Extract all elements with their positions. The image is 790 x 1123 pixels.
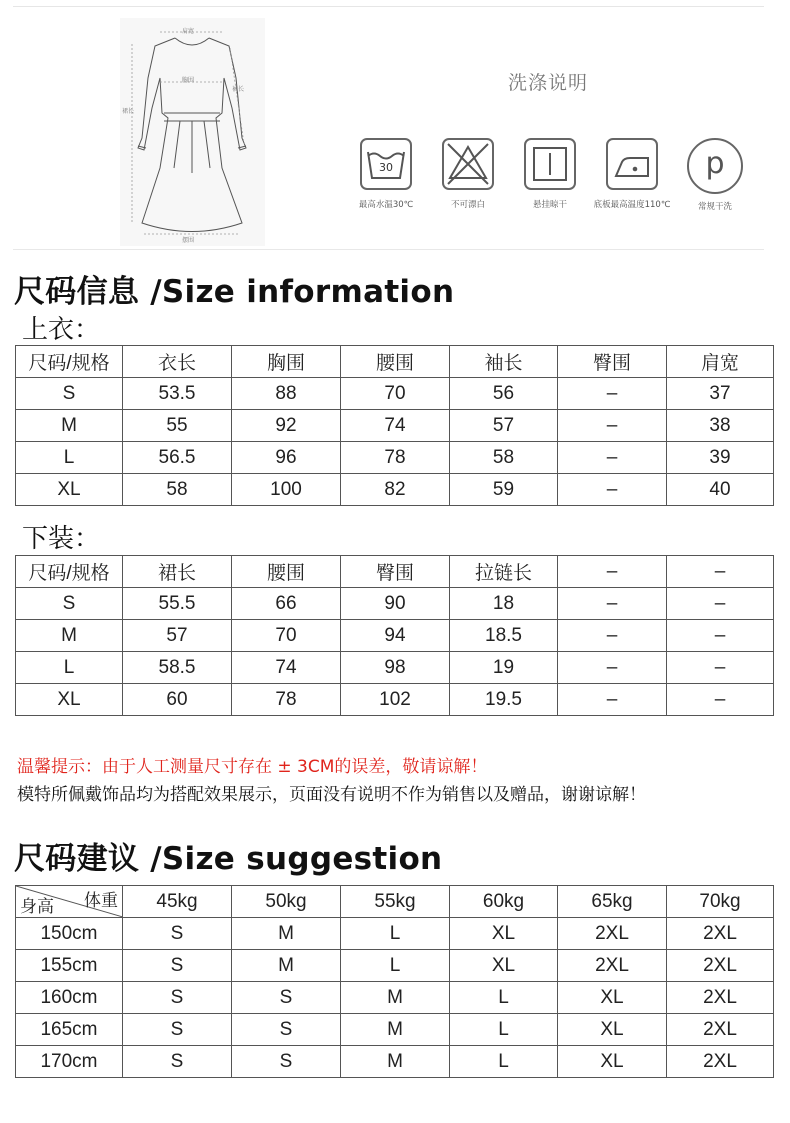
table-cell: S (232, 1014, 341, 1046)
sketch-label-sleeve: 袖长 (232, 86, 245, 93)
table-cell: 19.5 (450, 684, 558, 716)
table-cell: 70 (341, 378, 450, 410)
table-cell: – (558, 620, 667, 652)
header-cell: 肩宽 (667, 346, 774, 378)
care-label-dryclean: 常规干洗 (697, 202, 732, 212)
header-cell: 胸围 (232, 346, 341, 378)
table-cell: 74 (341, 410, 450, 442)
sketch-label-chest: 胸围 (182, 77, 195, 84)
table-cell: 90 (341, 588, 450, 620)
top-size-table (15, 345, 774, 506)
bottom-size-table (15, 555, 774, 716)
table-cell: 2XL (667, 918, 774, 950)
table-row (16, 620, 774, 652)
table-cell: 70 (232, 620, 341, 652)
table-cell: 58 (123, 474, 232, 506)
table-cell: M (16, 620, 123, 652)
table-cell: 102 (341, 684, 450, 716)
table-cell: – (558, 652, 667, 684)
table-cell: M (16, 410, 123, 442)
table-cell: 92 (232, 410, 341, 442)
table-row (16, 1014, 774, 1046)
care-label-bleach: 不可漂白 (450, 200, 485, 210)
product-care-banner (0, 10, 790, 248)
table-cell: 160cm (16, 982, 123, 1014)
table-cell: 19 (450, 652, 558, 684)
table-header-row (16, 886, 774, 918)
header-cell: 尺码/规格 (16, 346, 123, 378)
size-suggestion-table (15, 885, 774, 1078)
header-cell: 腰围 (341, 346, 450, 378)
iron-icon (606, 138, 658, 190)
table-row (16, 588, 774, 620)
care-no-bleach (421, 138, 515, 210)
table-cell: 57 (123, 620, 232, 652)
top-garment-heading: 上衣： (22, 315, 101, 345)
table-row (16, 918, 774, 950)
table-cell: 170cm (16, 1046, 123, 1078)
table-cell: 155cm (16, 950, 123, 982)
table-cell: 60 (123, 684, 232, 716)
table-header-row (16, 556, 774, 588)
table-header-row (16, 346, 774, 378)
svg-text:30: 30 (379, 161, 393, 174)
table-cell: L (450, 1046, 558, 1078)
table-cell: S (232, 982, 341, 1014)
table-cell: L (450, 982, 558, 1014)
care-label-iron: 底板最高温度110℃ (593, 200, 671, 210)
table-cell: XL (558, 1046, 667, 1078)
header-cell: 65kg (558, 886, 667, 918)
table-cell: 2XL (667, 1046, 774, 1078)
sketch-label-shoulder: 肩宽 (182, 28, 195, 35)
table-cell: XL (558, 1014, 667, 1046)
table-row (16, 442, 774, 474)
table-cell: 38 (667, 410, 774, 442)
care-label-wash: 最高水温30℃ (358, 200, 414, 210)
table-row (16, 684, 774, 716)
wash-instructions-title: 洗涤说明 (507, 72, 588, 94)
header-cell: 臀围 (341, 556, 450, 588)
table-cell: S (123, 1046, 232, 1078)
table-cell: 78 (232, 684, 341, 716)
table-cell: – (558, 410, 667, 442)
care-iron (585, 138, 679, 210)
table-cell: 2XL (667, 950, 774, 982)
table-row (16, 982, 774, 1014)
table-cell: 94 (341, 620, 450, 652)
hang-dry-icon (524, 138, 576, 190)
table-cell: 88 (232, 378, 341, 410)
care-hang-dry (503, 138, 597, 210)
accessories-disclaimer-note: 模特所佩戴饰品均为搭配效果展示，页面没有说明不作为销售以及赠品，谢谢谅解！ (17, 785, 646, 805)
table-cell: XL (450, 918, 558, 950)
table-cell: – (558, 378, 667, 410)
weight-axis-label: 体重 (84, 891, 118, 910)
table-cell: 56.5 (123, 442, 232, 474)
table-cell: – (667, 652, 774, 684)
header-cell: 拉链长 (450, 556, 558, 588)
table-cell: 59 (450, 474, 558, 506)
header-cell: 裙长 (123, 556, 232, 588)
table-cell: 53.5 (123, 378, 232, 410)
table-cell: 55.5 (123, 588, 232, 620)
table-cell: – (558, 442, 667, 474)
header-cell: 50kg (232, 886, 341, 918)
table-cell: S (123, 982, 232, 1014)
height-weight-corner-cell (16, 886, 123, 918)
header-cell: 55kg (341, 886, 450, 918)
table-cell: L (341, 918, 450, 950)
table-cell: 98 (341, 652, 450, 684)
table-row (16, 410, 774, 442)
table-cell: XL (558, 982, 667, 1014)
table-cell: L (16, 442, 123, 474)
care-dry-clean (668, 138, 762, 212)
table-row (16, 378, 774, 410)
table-cell: M (341, 1014, 450, 1046)
measurement-warning-note: 温馨提示：由于人工测量尺寸存在 ± 3CM的误差，敬请谅解！ (17, 757, 488, 777)
hero-divider (13, 249, 764, 250)
table-cell: 56 (450, 378, 558, 410)
table-cell: L (450, 1014, 558, 1046)
header-cell: 70kg (667, 886, 774, 918)
table-cell: – (667, 588, 774, 620)
table-cell: S (123, 950, 232, 982)
table-cell: 165cm (16, 1014, 123, 1046)
header-cell: 臀围 (558, 346, 667, 378)
table-cell: 82 (341, 474, 450, 506)
table-cell: 18.5 (450, 620, 558, 652)
table-cell: S (232, 1046, 341, 1078)
header-cell: – (558, 556, 667, 588)
table-cell: 78 (341, 442, 450, 474)
table-cell: – (667, 620, 774, 652)
table-cell: S (16, 588, 123, 620)
size-info-heading: 尺码信息 /Size information (14, 274, 455, 310)
care-wash-30 (339, 138, 433, 210)
header-cell: 45kg (123, 886, 232, 918)
table-cell: XL (16, 474, 123, 506)
table-cell: M (232, 918, 341, 950)
table-cell: – (558, 684, 667, 716)
table-cell: M (232, 950, 341, 982)
table-cell: 40 (667, 474, 774, 506)
header-cell: 腰围 (232, 556, 341, 588)
table-cell: 58.5 (123, 652, 232, 684)
table-cell: S (123, 1014, 232, 1046)
no-bleach-icon (442, 138, 494, 190)
table-cell: 100 (232, 474, 341, 506)
table-row (16, 652, 774, 684)
table-cell: 2XL (558, 950, 667, 982)
table-cell: 18 (450, 588, 558, 620)
table-row (16, 1046, 774, 1078)
table-cell: L (16, 652, 123, 684)
table-cell: – (558, 588, 667, 620)
table-cell: 66 (232, 588, 341, 620)
table-cell: 58 (450, 442, 558, 474)
wash-30-icon (360, 138, 412, 190)
table-cell: M (341, 982, 450, 1014)
table-cell: – (558, 474, 667, 506)
bottom-garment-heading: 下装： (22, 524, 101, 554)
header-cell: – (667, 556, 774, 588)
table-cell: 2XL (667, 982, 774, 1014)
size-suggestion-heading: 尺码建议 /Size suggestion (14, 841, 443, 877)
table-cell: 39 (667, 442, 774, 474)
table-cell: XL (16, 684, 123, 716)
table-cell: 2XL (667, 1014, 774, 1046)
height-axis-label: 身高 (20, 897, 54, 916)
table-cell: S (16, 378, 123, 410)
table-cell: L (341, 950, 450, 982)
header-cell: 袖长 (450, 346, 558, 378)
table-cell: 2XL (558, 918, 667, 950)
table-cell: 55 (123, 410, 232, 442)
table-cell: 96 (232, 442, 341, 474)
table-row (16, 474, 774, 506)
sketch-label-hem: 摆围 (182, 237, 195, 244)
table-cell: 57 (450, 410, 558, 442)
header-cell: 尺码/规格 (16, 556, 123, 588)
table-row (16, 950, 774, 982)
table-cell: XL (450, 950, 558, 982)
dry-clean-icon: p (687, 138, 743, 194)
table-cell: S (123, 918, 232, 950)
table-cell: 74 (232, 652, 341, 684)
table-cell: 150cm (16, 918, 123, 950)
sketch-label-length: 裙长 (122, 108, 135, 115)
care-label-hang: 悬挂晾干 (532, 200, 567, 210)
top-divider (13, 6, 764, 7)
table-cell: 37 (667, 378, 774, 410)
header-cell: 60kg (450, 886, 558, 918)
table-cell: M (341, 1046, 450, 1078)
dress-measurement-sketch (120, 18, 265, 246)
header-cell: 衣长 (123, 346, 232, 378)
table-cell: – (667, 684, 774, 716)
